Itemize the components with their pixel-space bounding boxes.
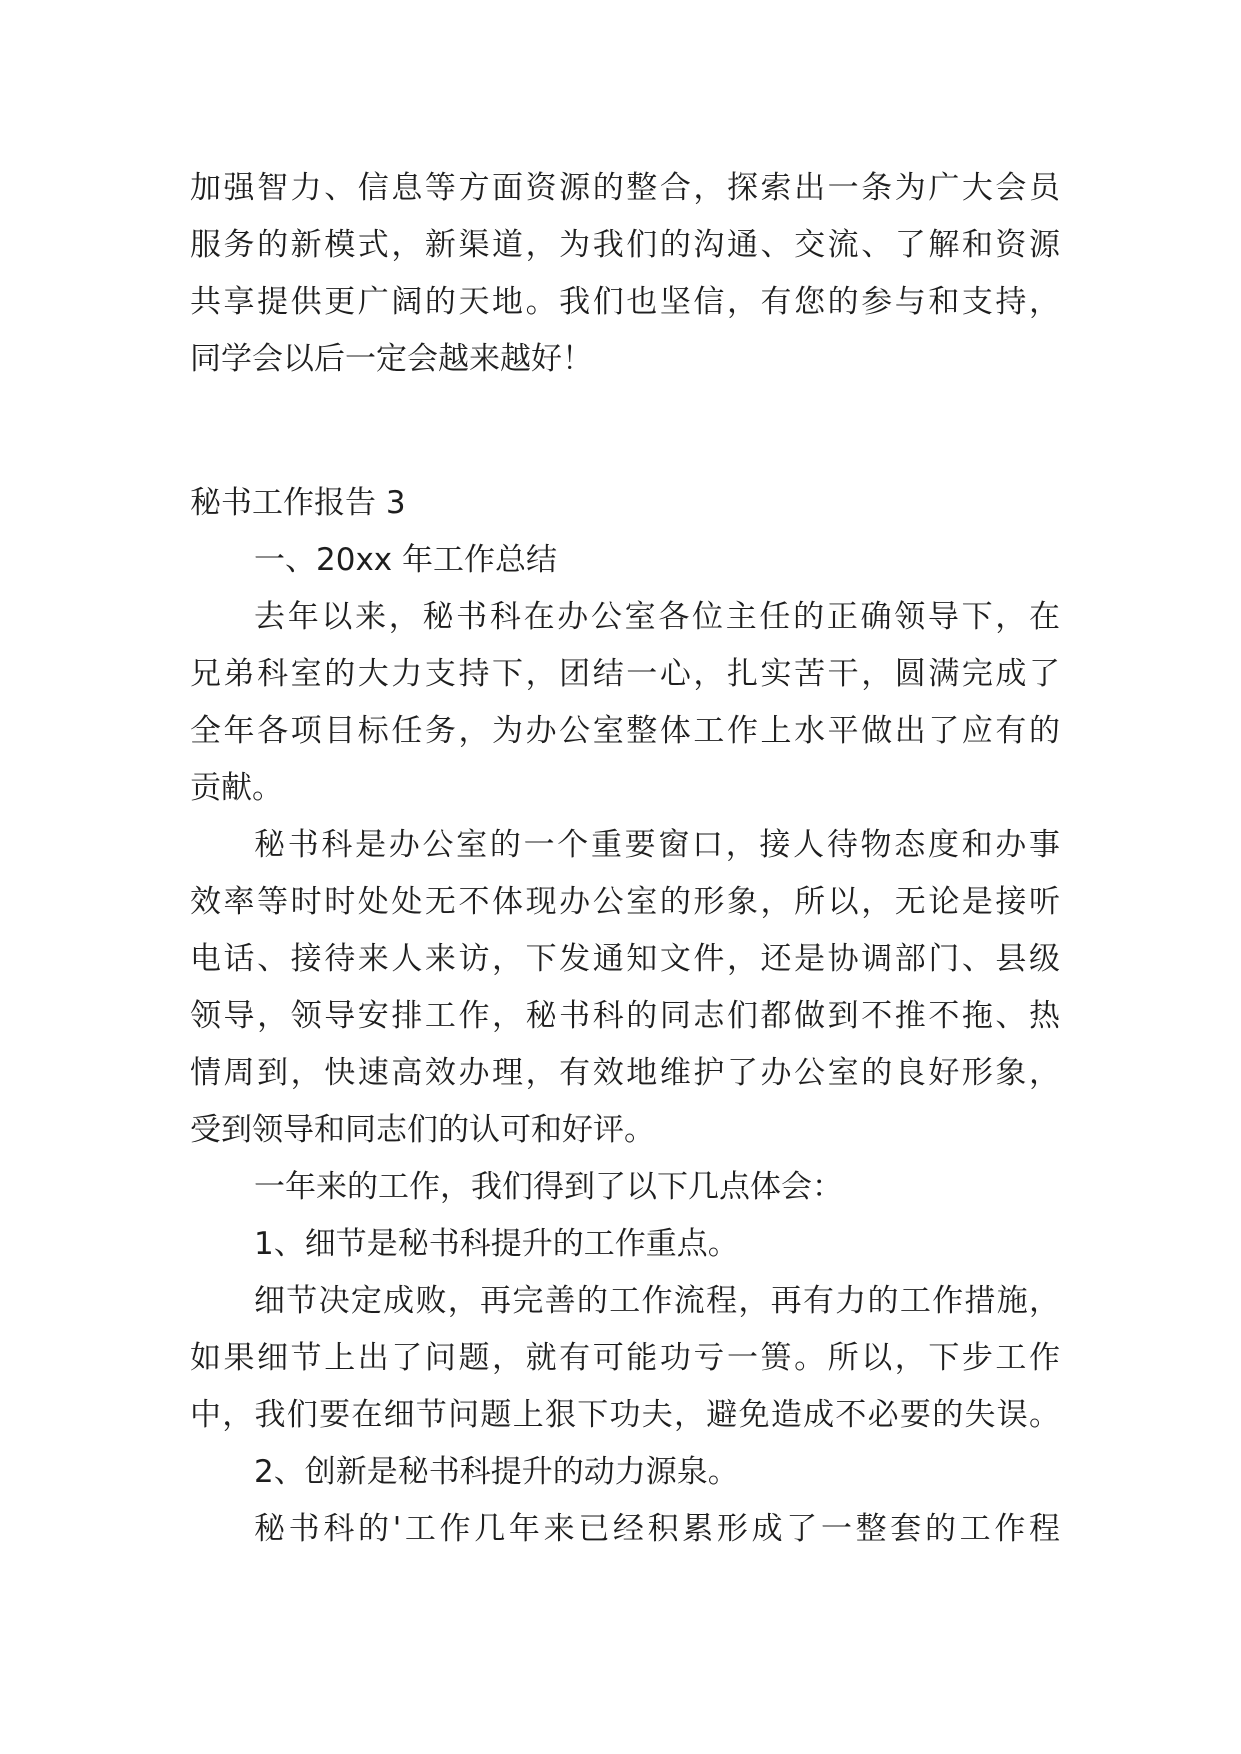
paragraph (190, 1273, 1060, 1444)
text-line: 情周到，快速高效办理，有效地维护了办公室的良好形象， (190, 1055, 1060, 1091)
text-line: 秘书科的'工作几年来已经积累形成了一整套的工作程 (254, 1511, 1060, 1547)
text-line: 加强智力、信息等方面资源的整合，探索出一条为广大会员 (190, 170, 1060, 206)
text-line: 去年以来，秘书科在办公室各位主任的正确领导下，在 (254, 599, 1060, 635)
text-line: 共享提供更广阔的天地。我们也坚信，有您的参与和支持， (190, 284, 1060, 320)
text-line: 电话、接待来人来访，下发通知文件，还是协调部门、县级 (190, 941, 1060, 977)
text-line: 全年各项目标任务，为办公室整体工作上水平做出了应有的 (190, 713, 1060, 749)
text-line: 同学会以后一定会越来越好！ (190, 341, 593, 377)
paragraph-continuation (190, 160, 1060, 388)
paragraph (190, 589, 1060, 817)
text-line: 细节决定成败，再完善的工作流程，再有力的工作措施， (254, 1283, 1060, 1319)
text-line: 兄弟科室的大力支持下，团结一心，扎实苦干，圆满完成了 (190, 656, 1060, 692)
paragraph: 一年来的工作，我们得到了以下几点体会： (254, 1169, 843, 1205)
text-line: 受到领导和同志们的认可和好评。 (190, 1112, 655, 1148)
point-title: 1、细节是秘书科提升的工作重点。 (254, 1226, 739, 1262)
text-line: 领导，领导安排工作，秘书科的同志们都做到不推不拖、热 (190, 998, 1060, 1034)
subheading: 一、20xx 年工作总结 (254, 542, 557, 578)
text-line: 贡献。 (190, 770, 283, 806)
document-body (190, 160, 1060, 1558)
text-line: 中，我们要在细节问题上狠下功夫，避免造成不必要的失误。 (190, 1397, 1060, 1433)
text-line: 秘书科是办公室的一个重要窗口，接人待物态度和办事 (254, 827, 1060, 863)
paragraph-gap (190, 388, 1060, 445)
point-title: 2、创新是秘书科提升的动力源泉。 (254, 1454, 739, 1490)
paragraph (190, 1501, 1060, 1558)
text-line: 服务的新模式，新渠道，为我们的沟通、交流、了解和资源 (190, 227, 1060, 263)
text-line: 如果细节上出了问题，就有可能功亏一篑。所以，下步工作 (190, 1340, 1060, 1376)
section-title: 秘书工作报告 3 (190, 485, 406, 521)
paragraph (190, 817, 1060, 1159)
text-line: 效率等时时处处无不体现办公室的形象，所以，无论是接听 (190, 884, 1060, 920)
